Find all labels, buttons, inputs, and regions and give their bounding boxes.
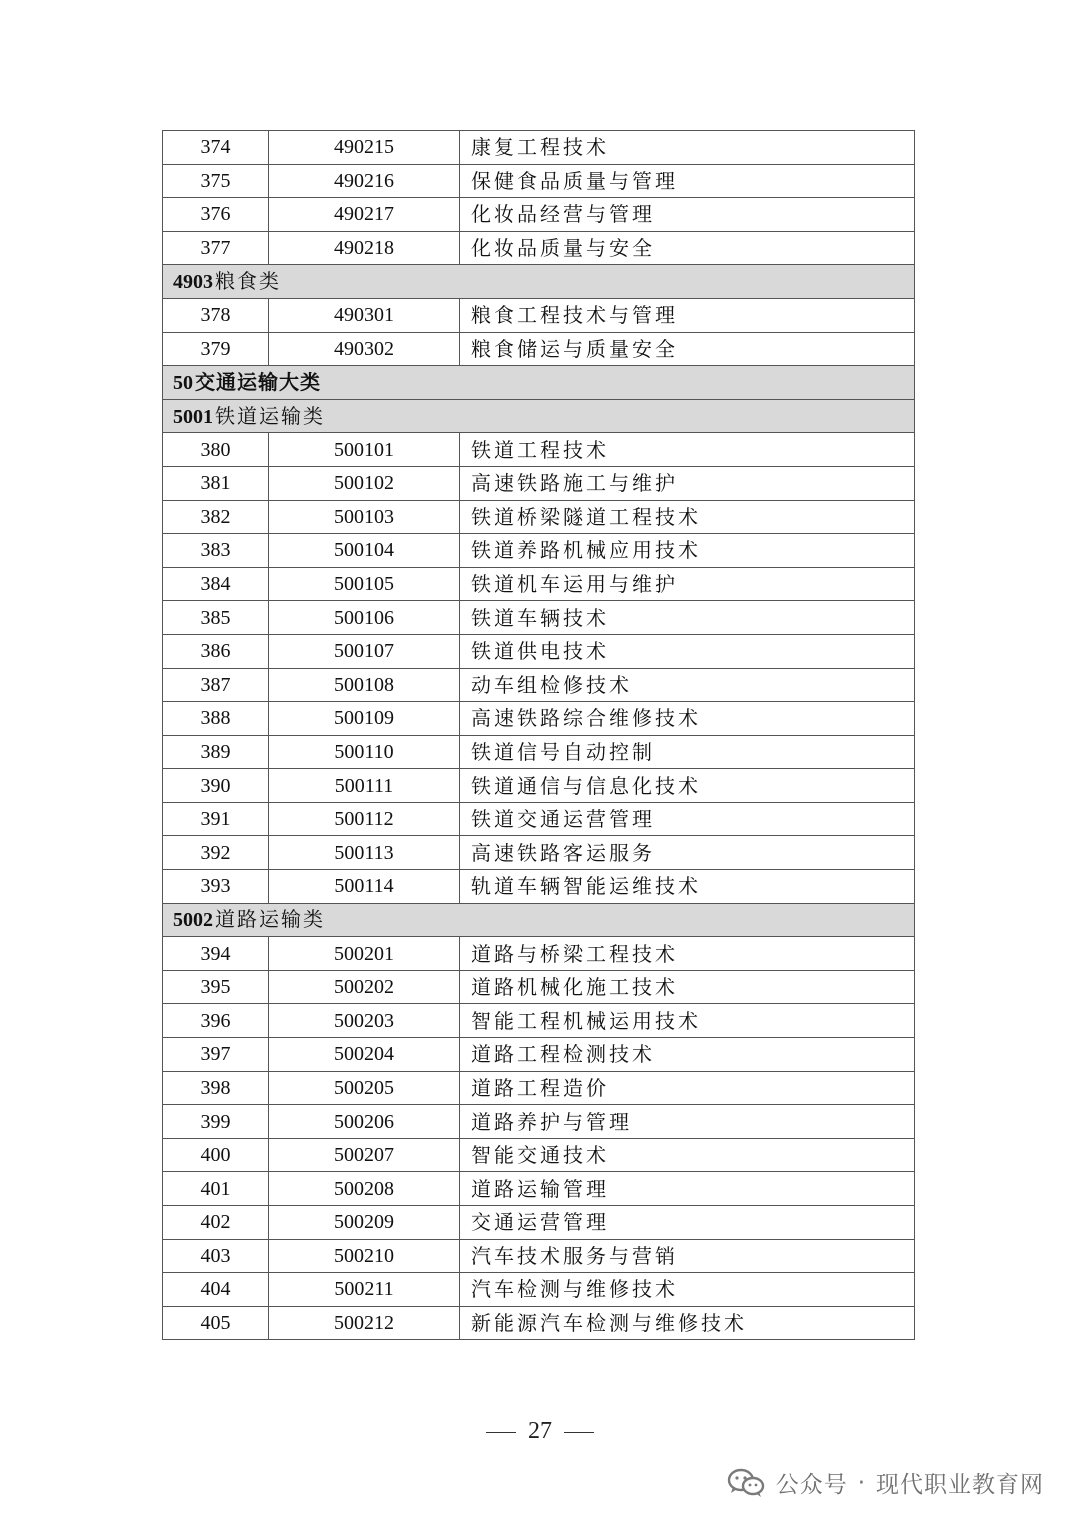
cell-name: 保健食品质量与管理 <box>460 164 915 198</box>
cell-code: 490216 <box>269 164 460 198</box>
table-row <box>163 164 915 198</box>
category-row <box>163 399 915 433</box>
cell-seq: 382 <box>163 500 269 534</box>
cell-seq: 377 <box>163 231 269 265</box>
cell-name: 铁道养路机械应用技术 <box>460 534 915 568</box>
major-category-row <box>163 366 915 400</box>
watermark-label: 公众号 <box>775 1472 848 1498</box>
cell-name: 铁道交通运营管理 <box>460 802 915 836</box>
cell-name: 轨道车辆智能运维技术 <box>460 870 915 904</box>
category-name: 交通运输大类 <box>195 369 321 394</box>
cell-code: 500101 <box>269 433 460 467</box>
page-footer <box>0 1418 1080 1445</box>
table-row <box>163 1172 915 1206</box>
table-row <box>163 802 915 836</box>
cell-name: 铁道桥梁隧道工程技术 <box>460 500 915 534</box>
cell-name: 铁道供电技术 <box>460 634 915 668</box>
table-row <box>163 634 915 668</box>
cell-name: 铁道通信与信息化技术 <box>460 769 915 803</box>
cell-name: 高速铁路客运服务 <box>460 836 915 870</box>
cell-seq: 403 <box>163 1239 269 1273</box>
cell-name: 智能工程机械运用技术 <box>460 1004 915 1038</box>
category-row <box>163 903 915 937</box>
cell-name: 智能交通技术 <box>460 1138 915 1172</box>
cell-seq: 388 <box>163 702 269 736</box>
cell-seq: 396 <box>163 1004 269 1038</box>
cell-code: 500103 <box>269 500 460 534</box>
cell-seq: 398 <box>163 1071 269 1105</box>
category-name: 道路运输类 <box>215 907 325 932</box>
cell-name: 道路养护与管理 <box>460 1105 915 1139</box>
table-row <box>163 1138 915 1172</box>
table-row <box>163 231 915 265</box>
cell-code: 500209 <box>269 1206 460 1240</box>
cell-code: 490302 <box>269 332 460 366</box>
cell-seq: 387 <box>163 668 269 702</box>
cell-seq: 390 <box>163 769 269 803</box>
cell-name: 化妆品经营与管理 <box>460 198 915 232</box>
table-row <box>163 1071 915 1105</box>
watermark-account: 现代职业教育网 <box>876 1472 1044 1498</box>
cell-code: 490218 <box>269 231 460 265</box>
cell-seq: 397 <box>163 1038 269 1072</box>
table-row <box>163 466 915 500</box>
cell-seq: 391 <box>163 802 269 836</box>
category-code: 50 <box>173 371 193 394</box>
cell-seq: 375 <box>163 164 269 198</box>
watermark <box>726 1466 1044 1499</box>
cell-name: 道路机械化施工技术 <box>460 970 915 1004</box>
cell-seq: 380 <box>163 433 269 467</box>
cell-seq: 379 <box>163 332 269 366</box>
cell-name: 铁道工程技术 <box>460 433 915 467</box>
table-row <box>163 970 915 1004</box>
table-row <box>163 836 915 870</box>
cell-seq: 389 <box>163 735 269 769</box>
table-row <box>163 298 915 332</box>
cell-name: 道路工程检测技术 <box>460 1038 915 1072</box>
cell-name: 道路与桥梁工程技术 <box>460 937 915 971</box>
cell-name: 动车组检修技术 <box>460 668 915 702</box>
table-row <box>163 1206 915 1240</box>
cell-code: 500205 <box>269 1071 460 1105</box>
table-row <box>163 601 915 635</box>
table-row <box>163 433 915 467</box>
cell-code: 500109 <box>269 702 460 736</box>
cell-code: 500110 <box>269 735 460 769</box>
category-cell <box>163 399 915 433</box>
table-row <box>163 668 915 702</box>
table-row <box>163 1105 915 1139</box>
cell-name: 交通运营管理 <box>460 1206 915 1240</box>
cell-name: 铁道车辆技术 <box>460 601 915 635</box>
cell-code: 500114 <box>269 870 460 904</box>
cell-code: 500106 <box>269 601 460 635</box>
cell-name: 铁道信号自动控制 <box>460 735 915 769</box>
cell-seq: 405 <box>163 1306 269 1340</box>
cell-seq: 376 <box>163 198 269 232</box>
major-catalog-table <box>162 130 915 1340</box>
cell-seq: 404 <box>163 1273 269 1307</box>
category-cell <box>163 366 915 400</box>
cell-name: 铁道机车运用与维护 <box>460 567 915 601</box>
table-body <box>163 131 915 1340</box>
cell-seq: 401 <box>163 1172 269 1206</box>
cell-name: 高速铁路施工与维护 <box>460 466 915 500</box>
cell-seq: 378 <box>163 298 269 332</box>
cell-seq: 399 <box>163 1105 269 1139</box>
cell-code: 500211 <box>269 1273 460 1307</box>
table-row <box>163 937 915 971</box>
cell-seq: 392 <box>163 836 269 870</box>
watermark-separator: · <box>857 1469 866 1496</box>
cell-code: 500104 <box>269 534 460 568</box>
category-code: 5002 <box>173 909 213 932</box>
cell-seq: 381 <box>163 466 269 500</box>
cell-seq: 383 <box>163 534 269 568</box>
cell-code: 490215 <box>269 131 460 165</box>
category-code: 4903 <box>173 271 213 294</box>
cell-code: 500113 <box>269 836 460 870</box>
cell-seq: 402 <box>163 1206 269 1240</box>
category-name: 粮食类 <box>215 269 281 294</box>
cell-code: 500105 <box>269 567 460 601</box>
table-row <box>163 1038 915 1072</box>
cell-name: 道路运输管理 <box>460 1172 915 1206</box>
cell-seq: 374 <box>163 131 269 165</box>
cell-code: 500204 <box>269 1038 460 1072</box>
table-row <box>163 534 915 568</box>
page-number: 27 <box>528 1418 552 1444</box>
cell-name: 汽车技术服务与营销 <box>460 1239 915 1273</box>
category-cell <box>163 903 915 937</box>
table-row <box>163 1306 915 1340</box>
cell-code: 500210 <box>269 1239 460 1273</box>
cell-seq: 393 <box>163 870 269 904</box>
cell-code: 500201 <box>269 937 460 971</box>
cell-name: 康复工程技术 <box>460 131 915 165</box>
cell-code: 490301 <box>269 298 460 332</box>
cell-name: 粮食储运与质量安全 <box>460 332 915 366</box>
table-row <box>163 567 915 601</box>
table-row <box>163 870 915 904</box>
table-row <box>163 1004 915 1038</box>
cell-seq: 395 <box>163 970 269 1004</box>
cell-seq: 400 <box>163 1138 269 1172</box>
cell-name: 粮食工程技术与管理 <box>460 298 915 332</box>
cell-code: 500102 <box>269 466 460 500</box>
cell-seq: 385 <box>163 601 269 635</box>
table-row <box>163 500 915 534</box>
footer-left-dash <box>486 1432 516 1433</box>
category-cell <box>163 265 915 299</box>
cell-code: 500212 <box>269 1306 460 1340</box>
footer-right-dash <box>564 1432 594 1433</box>
table-row <box>163 1239 915 1273</box>
category-code: 5001 <box>173 405 213 428</box>
cell-name: 汽车检测与维修技术 <box>460 1273 915 1307</box>
cell-code: 500112 <box>269 802 460 836</box>
cell-name: 道路工程造价 <box>460 1071 915 1105</box>
cell-code: 500107 <box>269 634 460 668</box>
table-row <box>163 1273 915 1307</box>
cell-code: 500108 <box>269 668 460 702</box>
table-row <box>163 735 915 769</box>
category-name: 铁道运输类 <box>215 403 325 428</box>
cell-seq: 384 <box>163 567 269 601</box>
cell-code: 490217 <box>269 198 460 232</box>
table-row <box>163 769 915 803</box>
cell-code: 500202 <box>269 970 460 1004</box>
table-row <box>163 332 915 366</box>
cell-seq: 394 <box>163 937 269 971</box>
table-row <box>163 198 915 232</box>
cell-name: 高速铁路综合维修技术 <box>460 702 915 736</box>
cell-name: 化妆品质量与安全 <box>460 231 915 265</box>
table-row <box>163 702 915 736</box>
cell-code: 500206 <box>269 1105 460 1139</box>
cell-code: 500208 <box>269 1172 460 1206</box>
category-row <box>163 265 915 299</box>
cell-code: 500207 <box>269 1138 460 1172</box>
table-row <box>163 131 915 165</box>
wechat-icon <box>726 1468 766 1498</box>
cell-code: 500111 <box>269 769 460 803</box>
cell-code: 500203 <box>269 1004 460 1038</box>
cell-name: 新能源汽车检测与维修技术 <box>460 1306 915 1340</box>
cell-seq: 386 <box>163 634 269 668</box>
